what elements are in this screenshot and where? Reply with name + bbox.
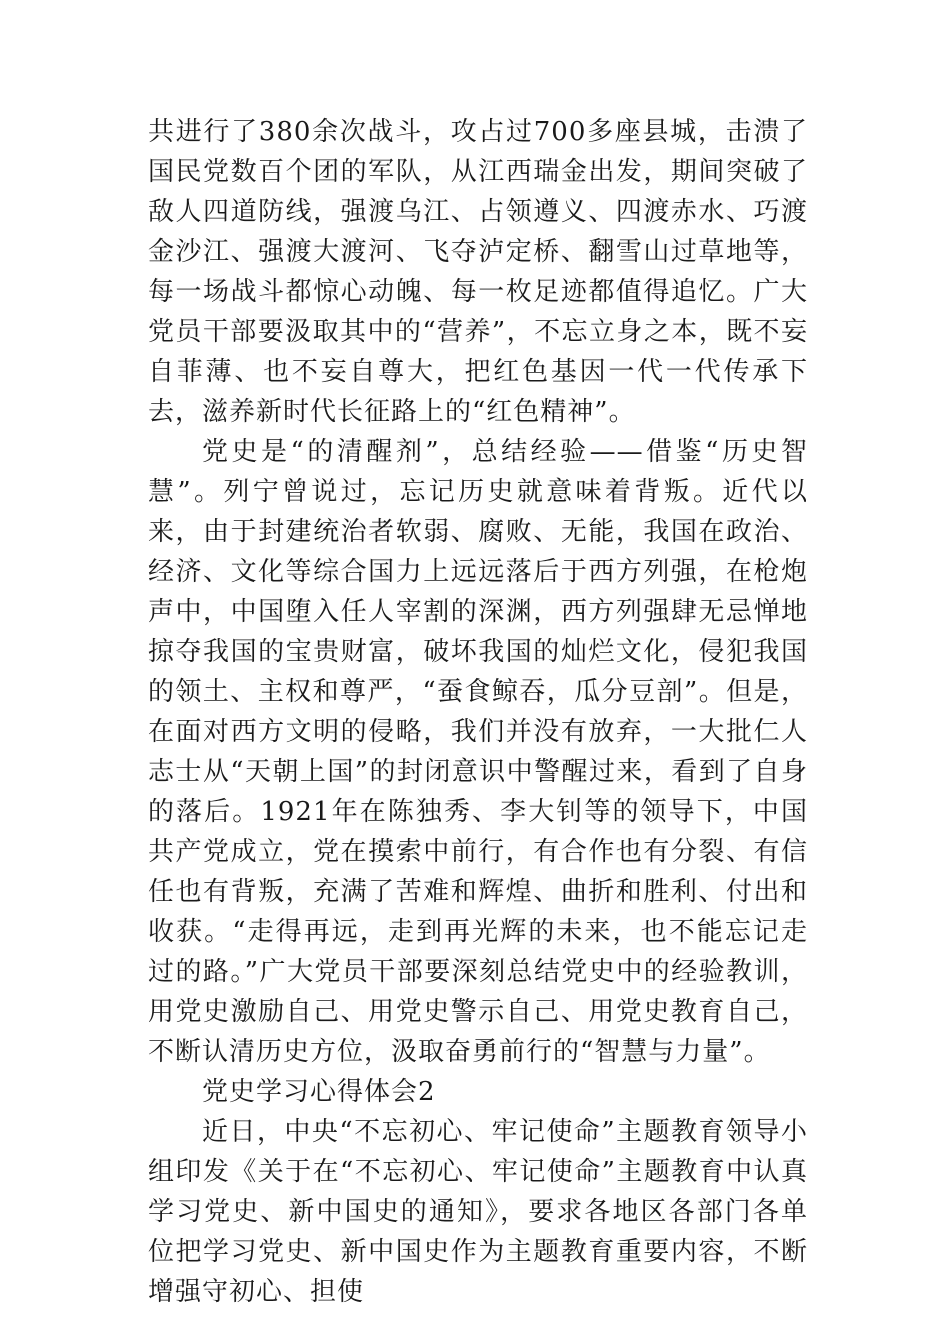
document-body [148, 112, 808, 1312]
paragraph-central-notice: 近日，中央“不忘初心、牢记使命”主题教育领导小组印发《关于在“不忘初心、牢记使命”主题教育中认真学习党史、新中国史的通知》，要求各地区各部门各单位把学习党史、新中国史作为主题教育重要内容，不断增强守初心、担使 [148, 1117, 808, 1307]
paragraph-long-march: 共进行了380余次战斗，攻占过700多座县城，击溃了国民党数百个团的军队，从江西瑞金出发，期间突破了敌人四道防线，强渡乌江、占领遵义、四渡赤水、巧渡金沙江、强渡大渡河、飞夺泸定桥、翻雪山过草地等，每一场战斗都惊心动魄、每一枚足迹都值得追忆。广大党员干部要汲取其中的“营养”，不忘立身之本，既不妄自菲薄、也不妄自尊大，把红色基因一代一代传承下去，滋养新时代长征路上的“红色精神”。 [148, 117, 808, 427]
paragraph-party-history-lessons: 党史是“的清醒剂”，总结经验——借鉴“历史智慧”。列宁曾说过，忘记历史就意味着背叛。近代以来，由于封建统治者软弱、腐败、无能，我国在政治、经济、文化等综合国力上远远落后于西方列强，在枪炮声中，中国堕入任人宰割的深渊，西方列强肆无忌惮地掠夺我国的宝贵财富，破坏我国的灿烂文化，侵犯我国的领土、主权和尊严，“蚕食鲸吞，瓜分豆剖”。但是，在面对西方文明的侵略，我们并没有放弃，一大批仁人志士从“天朝上国”的封闭意识中警醒过来，看到了自身的落后。1921年在陈独秀、李大钊等的领导下，中国共产党成立，党在摸索中前行，有合作也有分裂、有信任也有背叛，充满了苦难和辉煌、曲折和胜利、付出和收获。“走得再远，走到再光辉的未来，也不能忘记走过的路。”广大党员干部要深刻总结党史中的经验教训，用党史激励自己、用党史警示自己、用党史教育自己，不断认清历史方位，汲取奋勇前行的“智慧与力量”。 [148, 437, 808, 1067]
section-heading: 党史学习心得体会2 [202, 1077, 436, 1107]
